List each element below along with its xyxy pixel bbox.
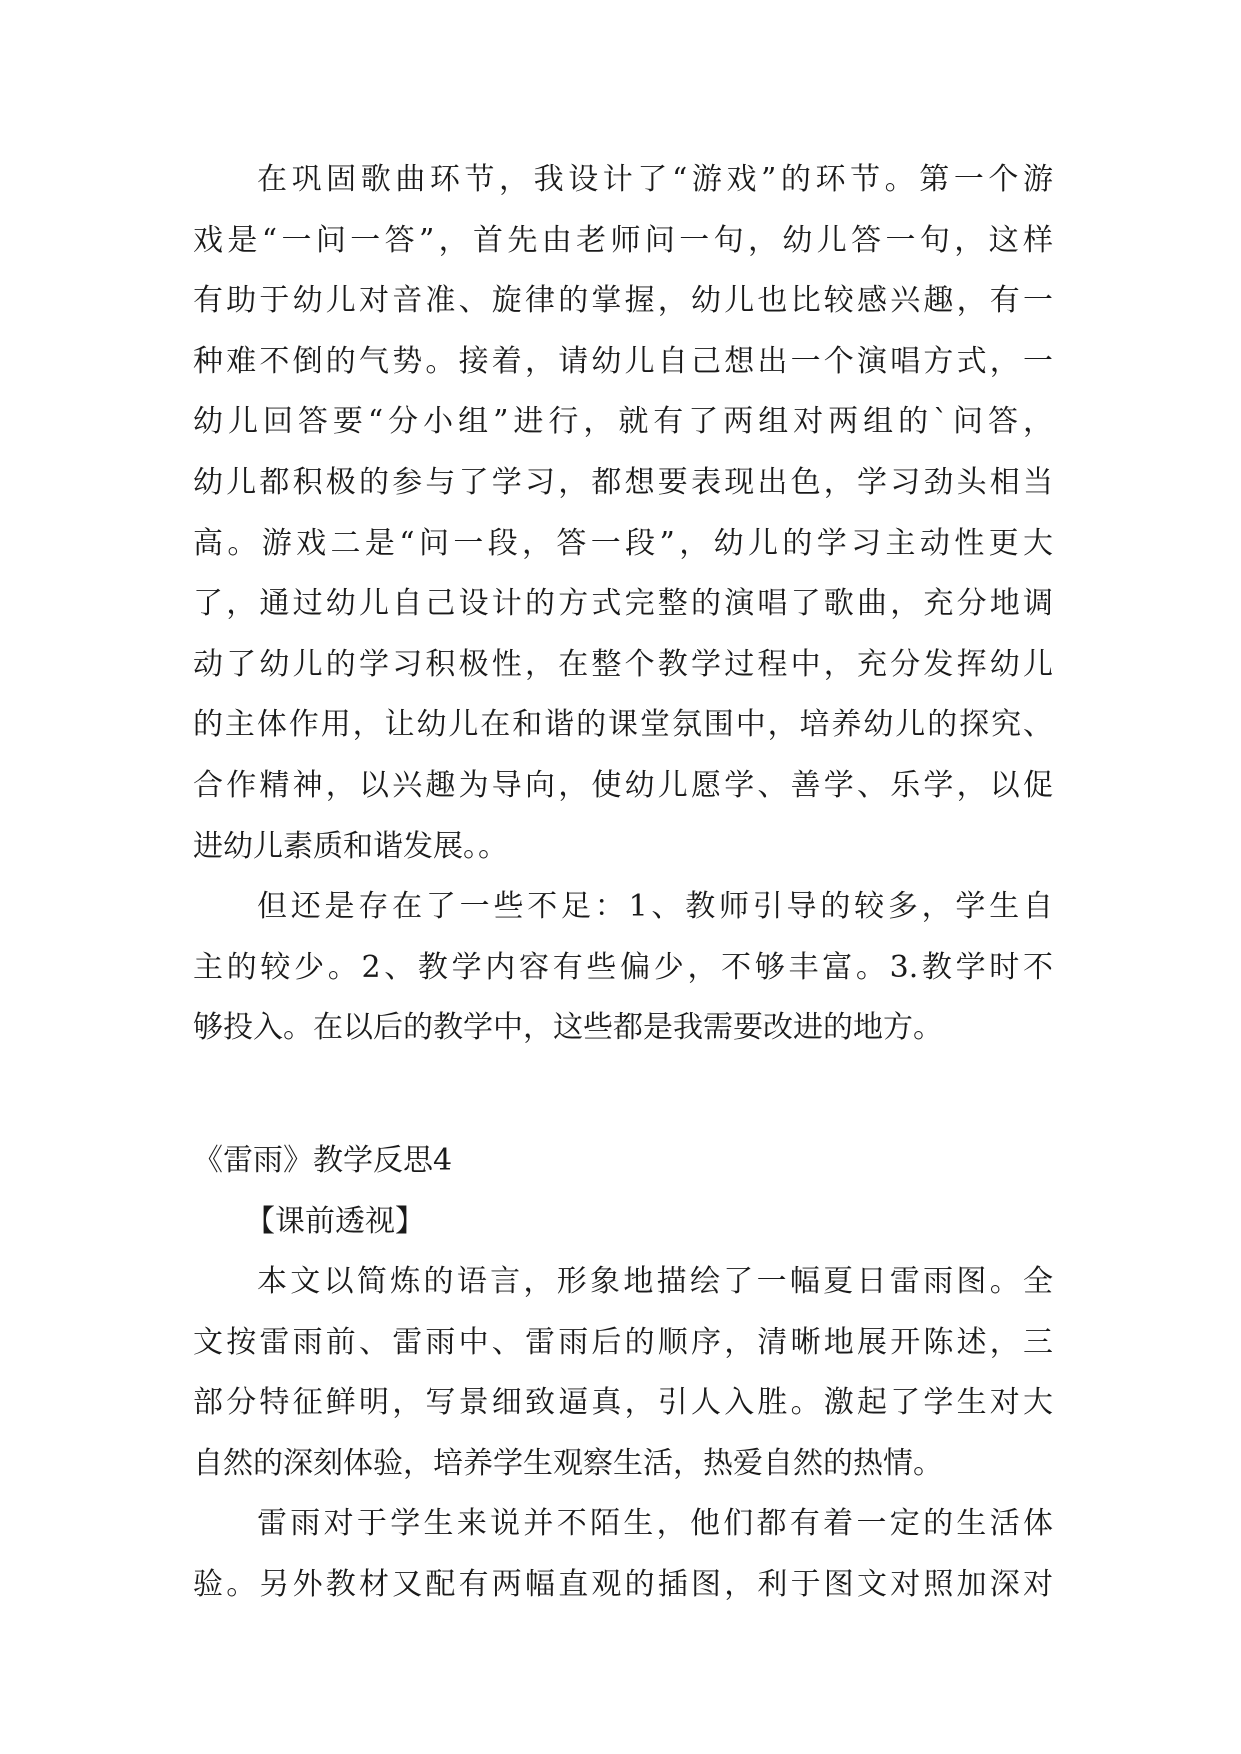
text-line: 高。游戏二是“问一段，答一段”，幼儿的学习主动性更大 [193, 525, 1053, 561]
text-line: 够投入。在以后的教学中，这些都是我需要改进的地方。 [193, 1010, 943, 1046]
text-line: 进幼儿素质和谐发展。。 [193, 828, 508, 864]
text-line: 主的较少。2、教学内容有些偏少，不够丰富。3.教学时不 [193, 949, 1053, 985]
text-line: 自然的深刻体验，培养学生观察生活，热爱自然的热情。 [193, 1445, 943, 1481]
text-line: 戏是“一问一答”，首先由老师问一句，幼儿答一句，这样 [193, 222, 1053, 258]
text-line: 动了幼儿的学习积极性，在整个教学过程中，充分发挥幼儿 [193, 646, 1053, 682]
text-line: 部分特征鲜明，写景细致逼真，引人入胜。激起了学生对大 [193, 1385, 1053, 1421]
text-line: 了，通过幼儿自己设计的方式完整的演唱了歌曲，充分地调 [193, 586, 1053, 622]
text-line: 幼儿都积极的参与了学习，都想要表现出色，学习劲头相当 [193, 464, 1053, 500]
text-line: 验。另外教材又配有两幅直观的插图，利于图文对照加深对 [193, 1567, 1053, 1603]
section-gap [193, 1059, 1053, 1131]
text-line: 雷雨对于学生来说并不陌生，他们都有着一定的生活体 [257, 1506, 1053, 1542]
text-line: 本文以简炼的语言，形象地描绘了一幅夏日雷雨图。全 [257, 1264, 1053, 1300]
paragraph-text-overview [193, 1252, 1053, 1494]
document-page [193, 150, 1053, 1616]
text-line: 有助于幼儿对音准、旋律的掌握，幼儿也比较感兴趣，有一 [193, 283, 1053, 319]
text-line: 的主体作用，让幼儿在和谐的课堂氛围中，培养幼儿的探究、 [193, 707, 1053, 743]
subsection-heading: 【课前透视】 [245, 1203, 425, 1239]
text-line: 种难不倒的气势。接着，请幼儿自己想出一个演唱方式，一 [193, 343, 1053, 379]
paragraph-student-experience [193, 1494, 1053, 1615]
section-title: 《雷雨》教学反思4 [193, 1142, 453, 1178]
text-line: 但还是存在了一些不足：1、教师引导的较多，学生自 [257, 889, 1053, 925]
text-line: 在巩固歌曲环节，我设计了“游戏”的环节。第一个游 [257, 162, 1053, 197]
text-line: 合作精神，以兴趣为导向，使幼儿愿学、善学、乐学，以促 [193, 767, 1053, 803]
paragraph-shortcomings [193, 877, 1053, 1059]
text-line: 幼儿回答要“分小组”进行，就有了两组对两组的`问答， [193, 404, 1053, 440]
text-line: 文按雷雨前、雷雨中、雷雨后的顺序，清晰地展开陈述，三 [193, 1324, 1053, 1360]
paragraph-game-reflection [193, 150, 1053, 877]
